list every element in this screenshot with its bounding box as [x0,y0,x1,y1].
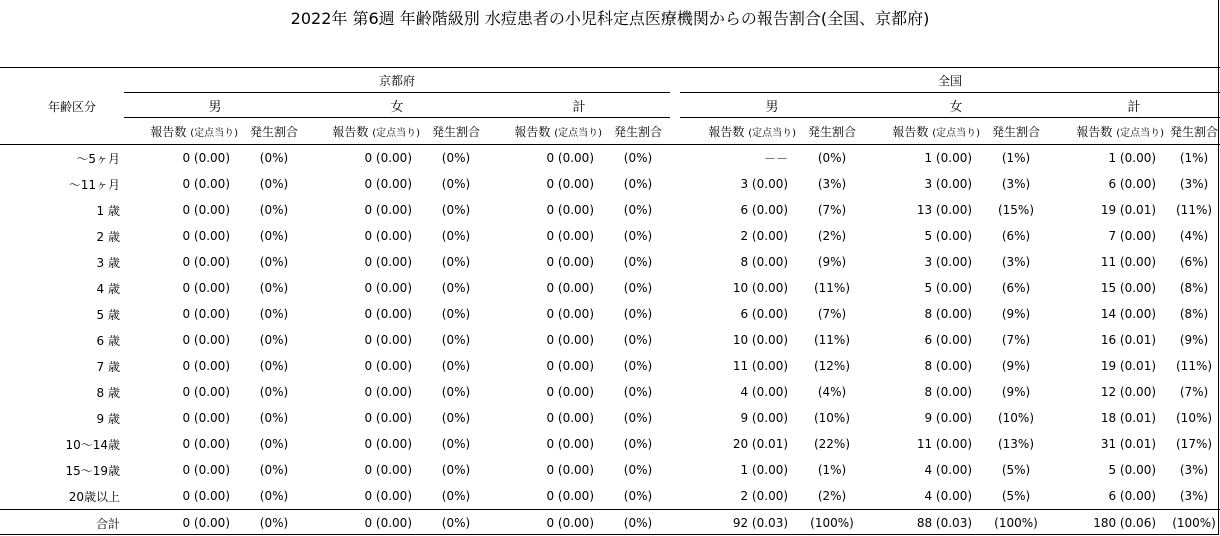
rate-cell: (0%) [259,177,289,191]
count-cell: 0 (0.00) [364,463,412,477]
rate-cell: (3%) [1179,463,1209,477]
count-cell: 19 (0.01) [1100,359,1157,373]
rate-cell: (11%) [813,281,851,295]
col-header-rate-kyoto-male: 発生割合 [249,124,298,139]
rate-cell: (3%) [817,177,847,191]
count-cell: 0 (0.00) [182,437,230,451]
col-header-count-note: (定点当り) [748,127,797,139]
rate-cell: (0%) [623,463,653,477]
rate-cell: (0%) [441,333,471,347]
total-row [0,510,1220,536]
count-cell: 6 (0.00) [1108,489,1157,503]
col-header-count-label: 報告数 [514,124,551,139]
age-cell: 20歳以上 [68,489,120,504]
age-cell: 合計 [95,516,120,531]
rate-cell: (10%) [997,411,1035,425]
rate-cell: (4%) [1179,229,1209,243]
rate-cell: (0%) [441,203,471,217]
rate-cell: (1%) [1001,151,1031,165]
rate-cell: (0%) [623,333,653,347]
rate-cell: (0%) [441,151,471,165]
age-cell: 9 歳 [96,411,120,426]
rate-cell: (0%) [259,359,289,373]
col-header-count-kyoto-female [306,118,424,145]
count-cell: 7 (0.00) [1108,229,1157,243]
rate-cell: (0%) [623,411,653,425]
count-cell: 0 (0.00) [364,437,412,451]
count-cell: 11 (0.00) [732,359,789,373]
table-row [0,405,1220,431]
col-header-count-national-female [864,118,984,145]
rate-cell: (5%) [1001,463,1031,477]
count-cell: 6 (0.00) [740,203,789,217]
table-row [0,379,1220,405]
count-cell: 0 (0.00) [182,489,230,503]
count-cell: 0 (0.00) [546,151,594,165]
col-header-count-kyoto-male [124,118,242,145]
rate-cell: (6%) [1179,255,1209,269]
column-gap [670,457,680,483]
count-cell: 0 (0.00) [546,307,594,321]
rate-cell: (9%) [1001,307,1031,321]
column-gap [670,431,680,457]
count-cell: 0 (0.00) [364,359,412,373]
age-cell: 1 歳 [96,203,120,218]
count-cell: 5 (0.00) [1108,463,1157,477]
count-cell: 0 (0.00) [546,333,594,347]
count-cell: 0 (0.00) [364,177,412,191]
col-header-count-national-male [680,118,800,145]
count-cell: －－ [764,151,789,166]
column-gap [670,249,680,275]
column-gap [670,405,680,431]
count-cell: 0 (0.00) [182,255,230,269]
column-gap [670,171,680,197]
rate-cell: (0%) [623,385,653,399]
count-cell: 11 (0.00) [1100,255,1157,269]
column-gap [670,301,680,327]
col-header-count-note: (定点当り) [932,127,981,139]
rate-cell: (4%) [817,385,847,399]
table-row [0,353,1220,379]
table-row [0,301,1220,327]
count-cell: 0 (0.00) [546,516,594,530]
column-gap [670,510,680,536]
count-cell: 10 (0.00) [732,281,789,295]
rate-cell: (2%) [817,489,847,503]
count-cell: 15 (0.00) [1100,281,1157,295]
count-cell: 0 (0.00) [182,151,230,165]
rate-cell: (0%) [623,229,653,243]
rate-cell: (10%) [813,411,851,425]
rate-cell: (0%) [623,307,653,321]
count-cell: 0 (0.00) [546,437,594,451]
count-cell: 0 (0.00) [546,229,594,243]
count-cell: 9 (0.00) [924,411,973,425]
header-row-columns [0,118,1220,145]
column-gap [670,145,680,172]
rate-cell: (22%) [813,437,851,451]
count-cell: 0 (0.00) [546,359,594,373]
rate-cell: (0%) [259,385,289,399]
count-cell: 88 (0.03) [916,516,973,530]
rate-cell: (0%) [259,229,289,243]
rate-cell: (0%) [259,516,289,530]
col-header-count-note: (定点当り) [190,127,238,139]
col-header-count-label: 報告数 [1076,124,1113,139]
col-header-count-national-total [1048,118,1168,145]
count-cell: 19 (0.01) [1100,203,1157,217]
rate-cell: (0%) [441,437,471,451]
page-title: 2022年 第6週 年齢階級別 水痘患者の小児科定点医療機関からの報告割合(全国、京都府) [290,9,930,28]
rate-cell: (100%) [1172,516,1216,530]
rate-cell: (12%) [813,359,851,373]
count-cell: 0 (0.00) [364,151,412,165]
count-cell: 0 (0.00) [546,203,594,217]
count-cell: 2 (0.00) [740,229,789,243]
count-cell: 0 (0.00) [364,411,412,425]
region-header-kyoto: 京都府 [124,68,670,93]
count-cell: 14 (0.00) [1100,307,1157,321]
rate-cell: (0%) [259,411,289,425]
table-row [0,275,1220,301]
count-cell: 0 (0.00) [182,333,230,347]
count-cell: 92 (0.03) [732,516,789,530]
rate-cell: (13%) [997,437,1035,451]
column-gap [670,353,680,379]
rate-cell: (3%) [1179,489,1209,503]
sex-header-kyoto-female: 女 [306,93,488,118]
sex-header-national-male: 男 [680,93,864,118]
count-cell: 0 (0.00) [364,385,412,399]
rate-cell: (8%) [1179,281,1209,295]
rate-cell: (5%) [1001,489,1031,503]
col-header-rate-kyoto-total: 発生割合 [614,124,663,139]
rate-cell: (3%) [1001,177,1031,191]
rate-cell: (0%) [259,437,289,451]
rate-cell: (0%) [623,151,653,165]
count-cell: 18 (0.01) [1100,411,1157,425]
rate-cell: (9%) [817,255,847,269]
count-cell: 0 (0.00) [364,307,412,321]
col-header-rate-national-male: 発生割合 [808,124,857,139]
count-cell: 3 (0.00) [924,177,973,191]
column-gap [670,327,680,353]
count-cell: 0 (0.00) [546,385,594,399]
count-cell: 0 (0.00) [182,385,230,399]
rate-cell: (0%) [441,411,471,425]
rate-cell: (0%) [441,255,471,269]
count-cell: 8 (0.00) [924,359,973,373]
age-cell: 6 歳 [96,333,120,348]
rate-cell: (0%) [441,229,471,243]
count-cell: 3 (0.00) [924,255,973,269]
rate-cell: (11%) [1176,359,1213,373]
rate-cell: (1%) [817,463,847,477]
count-cell: 0 (0.00) [182,281,230,295]
table-row [0,145,1220,172]
count-cell: 13 (0.00) [916,203,973,217]
rate-cell: (0%) [623,489,653,503]
column-gap [670,93,680,118]
count-cell: 0 (0.00) [546,255,594,269]
rate-cell: (3%) [1179,177,1209,191]
sex-header-national-female: 女 [864,93,1048,118]
age-cell: ～5ヶ月 [76,151,120,166]
count-cell: 0 (0.00) [182,307,230,321]
count-cell: 6 (0.00) [1108,177,1157,191]
rate-cell: (3%) [1001,255,1031,269]
count-cell: 0 (0.00) [182,411,230,425]
count-cell: 4 (0.00) [740,385,789,399]
count-cell: 0 (0.00) [182,463,230,477]
region-header-national: 全国 [680,68,1220,93]
column-gap [670,379,680,405]
count-cell: 6 (0.00) [740,307,789,321]
count-cell: 1 (0.00) [1108,151,1157,165]
count-cell: 16 (0.01) [1100,333,1157,347]
count-cell: 0 (0.00) [182,203,230,217]
count-cell: 5 (0.00) [924,281,973,295]
column-gap [670,197,680,223]
col-header-count-note: (定点当り) [1116,127,1165,139]
col-header-rate-kyoto-female: 発生割合 [431,124,480,139]
count-cell: 11 (0.00) [916,437,973,451]
rate-cell: (0%) [623,255,653,269]
sex-header-national-total: 計 [1048,93,1220,118]
table-row [0,249,1220,275]
count-cell: 31 (0.01) [1100,437,1157,451]
rate-cell: (6%) [1001,281,1031,295]
rate-cell: (0%) [441,516,471,530]
count-cell: 0 (0.00) [182,359,230,373]
count-cell: 0 (0.00) [546,177,594,191]
rate-cell: (0%) [623,359,653,373]
rate-cell: (7%) [1179,385,1209,399]
sex-header-kyoto-male: 男 [124,93,306,118]
age-cell: 4 歳 [96,281,120,296]
table-row [0,327,1220,353]
rate-cell: (0%) [259,281,289,295]
count-cell: 0 (0.00) [546,281,594,295]
count-cell: 0 (0.00) [546,463,594,477]
header-row-region [0,68,1220,93]
col-header-count-note: (定点当り) [372,127,420,139]
age-cell: ～11ヶ月 [68,177,120,192]
count-cell: 0 (0.00) [364,489,412,503]
rate-cell: (1%) [1179,151,1209,165]
count-cell: 0 (0.00) [546,489,594,503]
count-cell: 0 (0.00) [546,411,594,425]
count-cell: 0 (0.00) [364,333,412,347]
table-row [0,457,1220,483]
count-cell: 0 (0.00) [364,203,412,217]
column-gap [670,275,680,301]
count-cell: 0 (0.00) [182,229,230,243]
col-header-rate-national-total: 発生割合 [1170,124,1219,139]
col-header-count-kyoto-total [488,118,606,145]
count-cell: 1 (0.00) [740,463,789,477]
rate-cell: (0%) [259,307,289,321]
table-row [0,197,1220,223]
age-cell: 15～19歳 [65,463,120,478]
rate-cell: (9%) [1001,385,1031,399]
table-row [0,223,1220,249]
rate-cell: (0%) [259,489,289,503]
count-cell: 4 (0.00) [924,463,973,477]
rate-cell: (0%) [259,203,289,217]
count-cell: 5 (0.00) [924,229,973,243]
rate-cell: (0%) [259,255,289,269]
rate-cell: (7%) [817,203,847,217]
count-cell: 12 (0.00) [1100,385,1157,399]
count-cell: 0 (0.00) [364,281,412,295]
rate-cell: (0%) [441,307,471,321]
age-header: 年齢区分 [47,99,96,114]
rate-cell: (0%) [259,151,289,165]
rate-cell: (11%) [1176,203,1213,217]
report-table [0,67,1220,536]
rate-cell: (0%) [623,516,653,530]
age-cell: 10～14歳 [65,437,120,452]
rate-cell: (0%) [441,385,471,399]
table-body [0,145,1220,536]
rate-cell: (0%) [259,333,289,347]
col-header-count-label: 報告数 [892,124,929,139]
col-header-count-label: 報告数 [332,124,369,139]
rate-cell: (100%) [810,516,854,530]
count-cell: 20 (0.01) [732,437,789,451]
rate-cell: (0%) [623,281,653,295]
column-gap [670,68,680,93]
age-cell: 2 歳 [96,229,120,244]
age-cell: 3 歳 [96,255,120,270]
rate-cell: (9%) [1001,359,1031,373]
age-cell: 7 歳 [96,359,120,374]
count-cell: 180 (0.06) [1093,516,1157,530]
rate-cell: (15%) [997,203,1035,217]
rate-cell: (0%) [623,177,653,191]
rate-cell: (0%) [623,437,653,451]
rate-cell: (10%) [1176,411,1213,425]
column-gap [670,223,680,249]
count-cell: 6 (0.00) [924,333,973,347]
column-gap [670,483,680,510]
age-cell: 5 歳 [96,307,120,322]
count-cell: 0 (0.00) [182,516,230,530]
rate-cell: (17%) [1176,437,1213,451]
col-header-count-label: 報告数 [150,124,187,139]
count-cell: 4 (0.00) [924,489,973,503]
col-header-count-note: (定点当り) [554,127,602,139]
table-row [0,431,1220,457]
count-cell: 3 (0.00) [740,177,789,191]
count-cell: 0 (0.00) [364,516,412,530]
count-cell: 0 (0.00) [364,255,412,269]
rate-cell: (0%) [441,463,471,477]
rate-cell: (100%) [994,516,1038,530]
count-cell: 0 (0.00) [182,177,230,191]
count-cell: 8 (0.00) [924,385,973,399]
age-cell: 8 歳 [96,385,120,400]
rate-cell: (2%) [817,229,847,243]
col-header-count-label: 報告数 [708,124,745,139]
rate-cell: (11%) [813,333,851,347]
rate-cell: (0%) [259,463,289,477]
sex-header-kyoto-total: 計 [488,93,670,118]
count-cell: 9 (0.00) [740,411,789,425]
rate-cell: (7%) [1001,333,1031,347]
rate-cell: (7%) [817,307,847,321]
rate-cell: (0%) [441,177,471,191]
count-cell: 2 (0.00) [740,489,789,503]
header-row-sex [0,93,1220,118]
rate-cell: (0%) [441,359,471,373]
rate-cell: (9%) [1179,333,1209,347]
rate-cell: (0%) [441,489,471,503]
count-cell: 1 (0.00) [924,151,973,165]
rate-cell: (0%) [441,281,471,295]
count-cell: 10 (0.00) [732,333,789,347]
column-gap [670,118,680,145]
rate-cell: (6%) [1001,229,1031,243]
count-cell: 0 (0.00) [364,229,412,243]
rate-cell: (0%) [817,151,847,165]
count-cell: 8 (0.00) [924,307,973,321]
col-header-rate-national-female: 発生割合 [992,124,1041,139]
rate-cell: (0%) [623,203,653,217]
rate-cell: (8%) [1179,307,1209,321]
table-row [0,171,1220,197]
count-cell: 8 (0.00) [740,255,789,269]
table-row [0,483,1220,510]
